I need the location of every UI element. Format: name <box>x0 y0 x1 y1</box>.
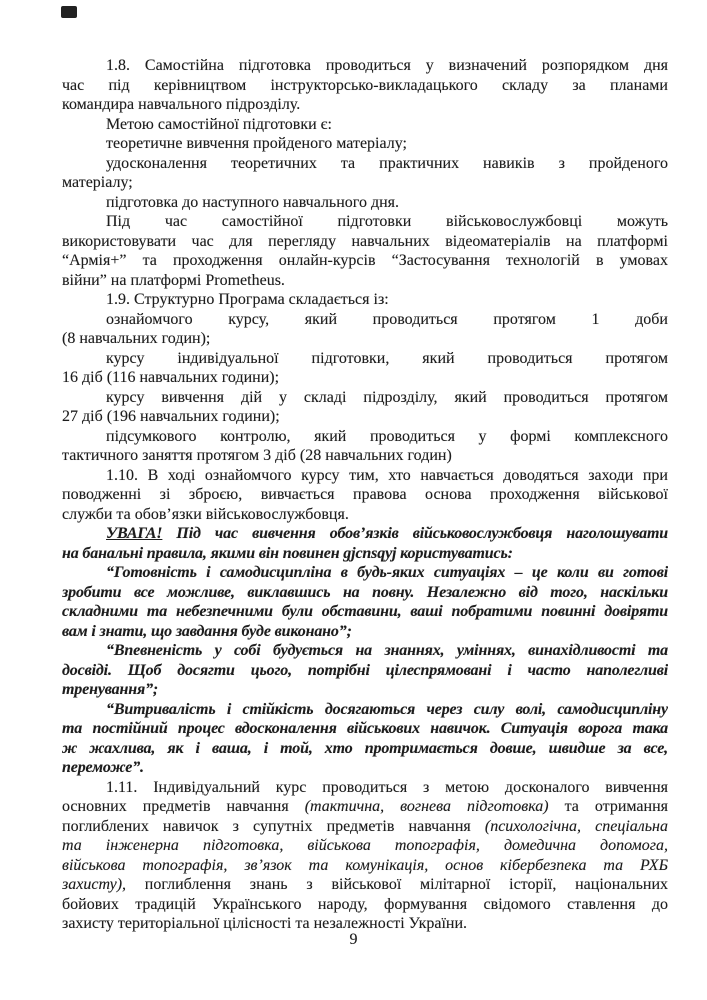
paragraph <box>62 310 668 349</box>
text-line <box>62 544 668 564</box>
page-number: 9 <box>349 931 358 948</box>
paragraph <box>62 193 668 213</box>
paragraph <box>62 115 668 135</box>
text-run: основних предметів навчання <box>62 798 305 815</box>
text-line <box>62 329 668 349</box>
text-run: командира навчального підрозділу. <box>62 96 301 113</box>
text-line <box>62 173 668 193</box>
text-run: використовувати час для перегляду навчальних відеоматеріалів на платформі <box>62 232 668 250</box>
text-line <box>62 310 668 330</box>
text-run: зробити все можливе, виклавшись на повну. Незалежно від того, наскільки <box>62 583 668 601</box>
text-run: захисту територіальної цілісності та незалежності України. <box>62 915 468 932</box>
paragraph <box>62 466 668 525</box>
document-body <box>62 56 668 934</box>
text-run: переможе”. <box>62 759 144 776</box>
text-run: та постійний процес вдосконалення військових навичок. Ситуація ворога така <box>62 720 668 737</box>
text-line <box>62 505 668 525</box>
text-line <box>62 251 668 271</box>
text-run: складними та небезпечними були обставини, ваші побратими повинні довіряти <box>62 603 668 620</box>
paragraph <box>62 290 668 310</box>
paragraph <box>62 524 668 563</box>
text-run: та отримання <box>548 798 668 815</box>
paragraph <box>62 349 668 388</box>
paragraph <box>62 56 668 115</box>
text-run: 1.10. В ході ознайомчого курсу тим, хто навчається доводяться заходи при <box>106 466 668 484</box>
paragraph <box>62 212 668 290</box>
text-run: на банальні правила, якими він повинен gjcnsqyj користуватись: <box>62 544 513 562</box>
paragraph <box>62 388 668 427</box>
text-run: Під час самостійної підготовки військовослужбовці можуть <box>106 213 668 230</box>
text-line <box>62 446 668 466</box>
text-run: курсу індивідуальної підготовки, який проводиться протягом <box>106 349 668 367</box>
text-run: 1.9. Структурно Програма складається із: <box>106 291 389 308</box>
text-run: 1.11. Індивідуальний курс проводиться з метою досконалого вивчення <box>106 778 668 796</box>
text-run: “Впевненість у собі будується на знаннях, уміннях, винахідливості та <box>106 642 668 659</box>
text-line <box>62 797 668 817</box>
text-line <box>62 232 668 252</box>
paragraph <box>62 563 668 641</box>
text-run: ж жахлива, як і ваша, і той, хто протримається довше, швидше за все, <box>62 739 668 757</box>
text-line <box>62 563 668 583</box>
text-line <box>62 817 668 837</box>
text-line <box>62 154 668 174</box>
text-run: 16 діб (116 навчальних години); <box>62 369 280 386</box>
text-run: (психологічна, спеціальна <box>484 817 668 835</box>
text-run: матеріалу; <box>62 174 133 191</box>
text-line <box>62 349 668 369</box>
text-line <box>62 271 668 291</box>
text-line <box>62 622 668 642</box>
text-line <box>62 719 668 739</box>
paragraph <box>62 778 668 934</box>
scan-artifact-mark <box>61 6 77 18</box>
text-line <box>62 661 668 681</box>
text-line <box>62 602 668 622</box>
text-run: 1.8. Самостійна підготовка проводиться у визначений розпорядком дня <box>106 57 668 74</box>
text-line <box>62 212 668 232</box>
text-run: поглиблення знань з військової мілітарної історії, національних <box>126 876 668 893</box>
text-run: поглиблених навичок з супутніх предметів навчання <box>62 817 485 835</box>
text-run: служби та обов’язки військовослужбовця. <box>62 505 349 523</box>
text-line <box>62 193 668 213</box>
text-line <box>62 641 668 661</box>
text-line <box>62 856 668 876</box>
text-line <box>62 466 668 486</box>
text-run: “Готовність і самодисципліна в будь-яких ситуаціях – це коли ви готові <box>106 564 668 581</box>
text-line <box>62 778 668 798</box>
text-run: 27 діб (196 навчальних години); <box>62 408 280 425</box>
text-line <box>62 427 668 447</box>
text-run: підготовка до наступного навчального дня. <box>106 193 400 211</box>
text-line <box>62 680 668 700</box>
text-run: час під керівництвом інструкторсько-викладацького складу за планами <box>62 76 668 94</box>
text-line <box>62 875 668 895</box>
paragraph <box>62 700 668 778</box>
text-run: досвіді. Щоб досягти цього, потрібні цілеспрямовані і часто наполегливі <box>62 661 668 679</box>
text-run: війни” на платформі Prometheus. <box>62 271 285 289</box>
paragraph <box>62 134 668 154</box>
text-run: вам і знати, що завдання буде виконано”; <box>62 622 352 640</box>
text-run: тренування”; <box>62 681 159 698</box>
text-line <box>62 700 668 720</box>
text-line <box>62 485 668 505</box>
text-run: захисту), <box>62 876 127 893</box>
paragraph <box>62 427 668 466</box>
text-line <box>62 758 668 778</box>
text-line <box>62 895 668 915</box>
text-line <box>62 368 668 388</box>
text-line <box>62 583 668 603</box>
text-run: курсу вивчення дій у складі підрозділу, який проводиться протягом <box>106 388 668 406</box>
text-line <box>62 290 668 310</box>
text-line <box>62 134 668 154</box>
text-run: Метою самостійної підготовки є: <box>106 115 332 133</box>
text-run: (8 навчальних годин); <box>62 330 211 347</box>
text-line <box>62 739 668 759</box>
text-run: підсумкового контролю, який проводиться у формі комплексного <box>106 427 668 445</box>
paragraph <box>62 641 668 700</box>
text-run: теоретичне вивчення пройденого матеріалу; <box>106 135 407 152</box>
text-line <box>62 524 668 544</box>
text-line <box>62 836 668 856</box>
text-line <box>62 76 668 96</box>
text-run: удосконалення теоретичних та практичних навиків з пройденого <box>106 154 668 172</box>
text-run: ознайомчого курсу, який проводиться протягом 1 доби <box>106 310 668 328</box>
text-run: поводженні зі зброєю, вивчається правова основа проходження військової <box>62 486 668 503</box>
text-line <box>62 115 668 135</box>
text-run: УВАГА! <box>106 525 163 542</box>
text-run: “Армія+” та проходження онлайн-курсів “Застосування технологій в умовах <box>62 252 668 269</box>
text-line <box>62 95 668 115</box>
text-line <box>62 56 668 76</box>
paragraph <box>62 154 668 193</box>
text-run: військова топографія, зв’язок та комунікація, основ кібербезпека та РХБ <box>62 856 668 874</box>
text-run: “Витривалість і стійкість досягаються через силу волі, самодисципліну <box>106 700 668 718</box>
text-line <box>62 388 668 408</box>
text-run: бойових традицій Українського народу, формування свідомого ставлення до <box>62 895 668 913</box>
text-run: та інженерна підготовка, військова топографія, домедична допомога, <box>62 837 668 854</box>
text-run: тактичного заняття протягом 3 діб (28 навчальних годин) <box>62 447 452 464</box>
text-line <box>62 407 668 427</box>
text-run: Під час вивчення обов’язків військовослужбовця наголошувати <box>162 525 668 542</box>
text-run: (тактична, вогнева підготовка) <box>304 798 549 815</box>
